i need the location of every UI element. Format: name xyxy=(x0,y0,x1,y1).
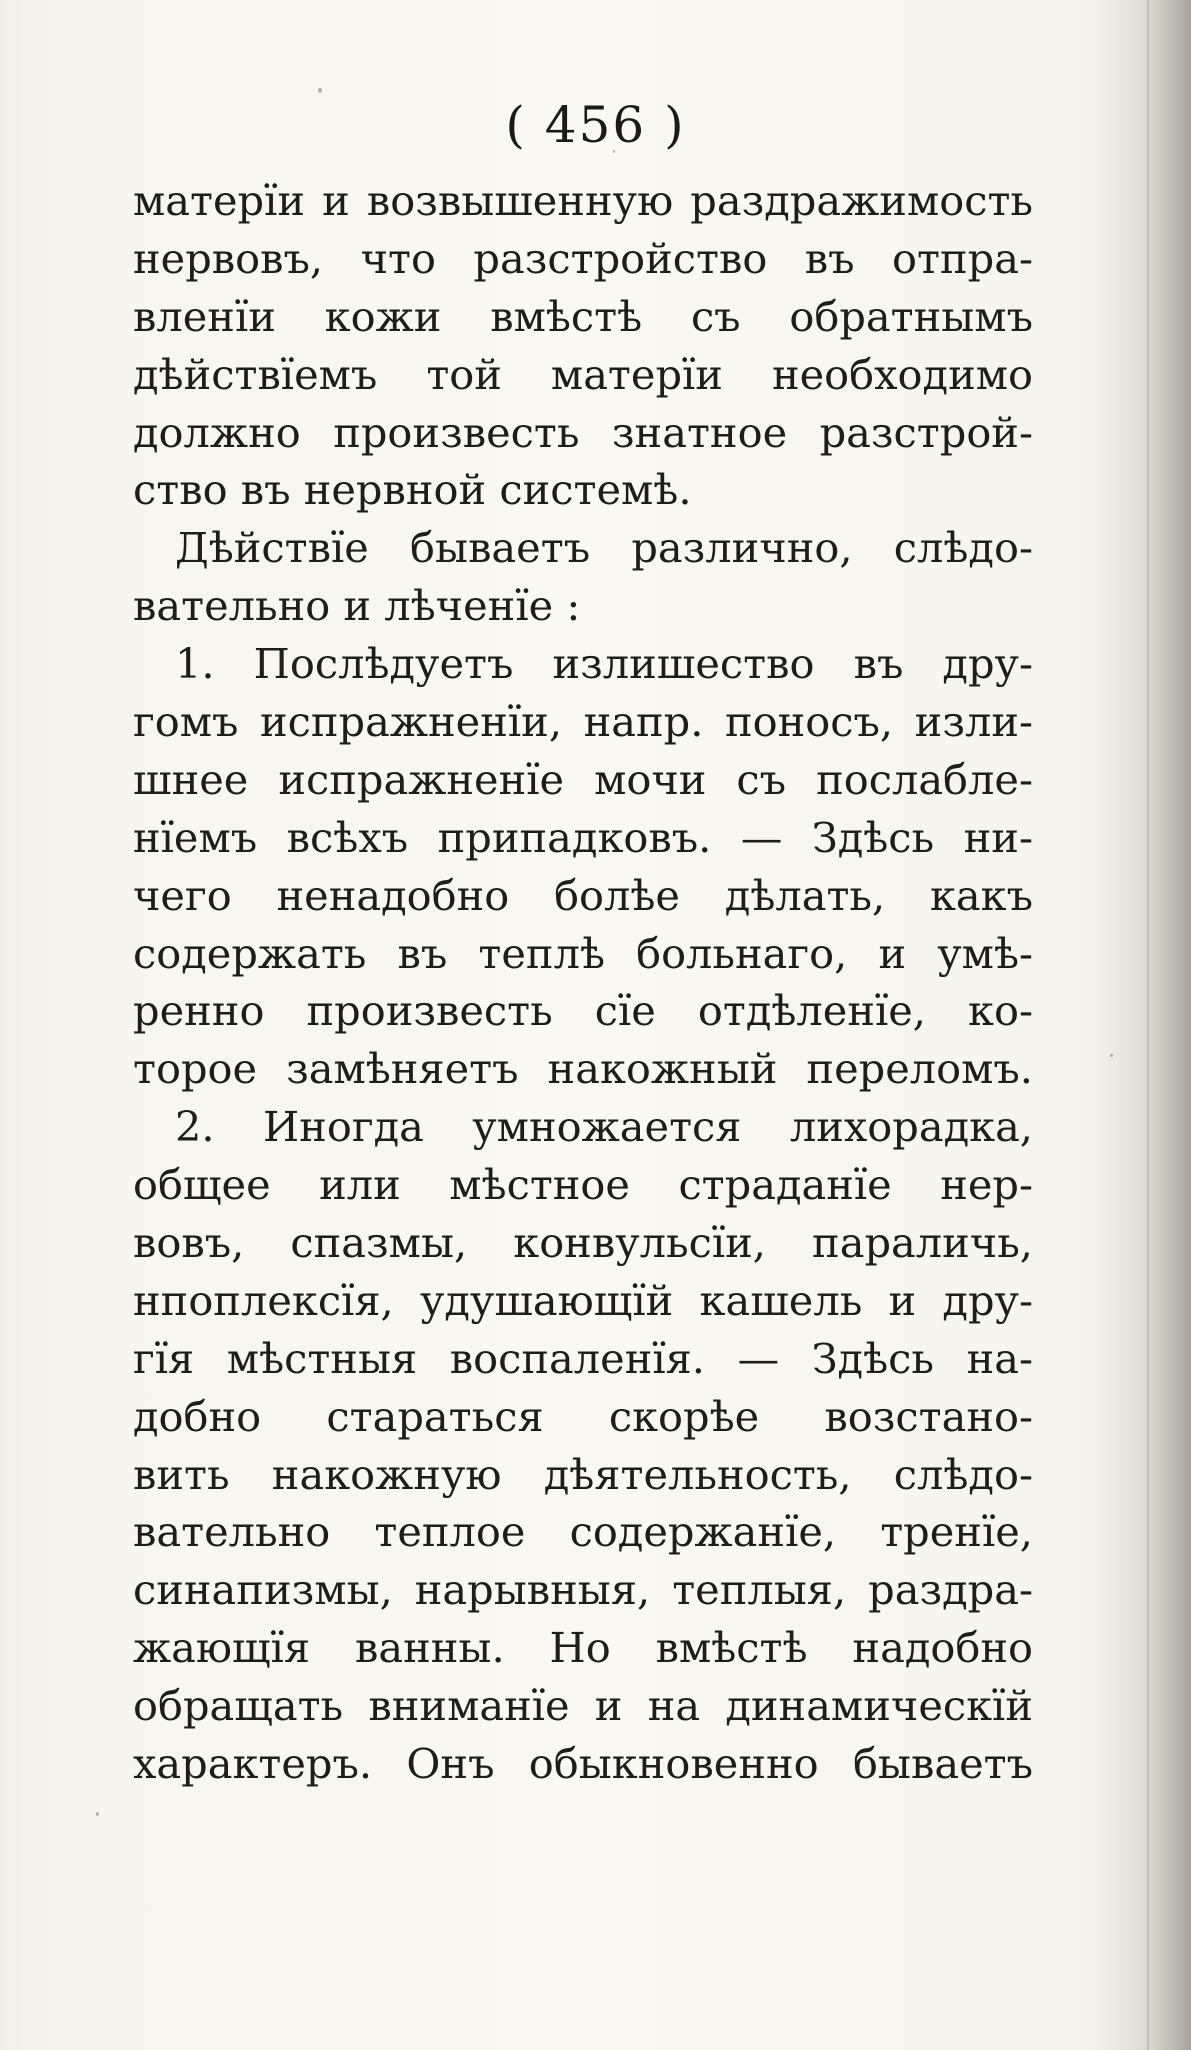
text-line: синапизмы, нарывныя, теплыя, раздра- xyxy=(133,1565,1033,1615)
text-line: гомъ испражненїи, напр. поносъ, изли- xyxy=(133,697,1033,747)
text-line: ренно произвесть сїе отдѣленїе, ко- xyxy=(133,986,1033,1036)
text-line: ство въ нервной системѣ. xyxy=(133,465,692,515)
numbered-item-2-line: 2. Иногда умножается лихорадка, xyxy=(175,1102,1033,1152)
text-line: шнее испражненїе мочи съ послабле- xyxy=(133,754,1033,804)
spine-edge xyxy=(1147,0,1149,2050)
text-line: нервовъ, что разстройство въ отпра- xyxy=(133,233,1033,283)
text-line: дѣйствїемъ той матерїи необходимо xyxy=(133,349,1033,399)
text-line: общее или мѣстное страданїе нер- xyxy=(133,1160,1033,1210)
text-line: матерїи и возвышенную раздражимость xyxy=(133,176,1033,225)
paper-speck xyxy=(318,88,322,93)
text-line: вательно теплое содержанїе, тренїе, xyxy=(133,1507,1033,1557)
text-line: нпоплексїя, удушающїй кашель и дру- xyxy=(133,1275,1033,1325)
paper-speck xyxy=(1110,1054,1113,1057)
numbered-item-1-line: 1. Послѣдуетъ излишество въ дру- xyxy=(175,639,1033,689)
page-number: ( 456 ) xyxy=(505,96,686,154)
text-line: вить накожную дѣятельность, слѣдо- xyxy=(133,1449,1033,1499)
text-line: вовъ, спазмы, конвульсїи, параличь, xyxy=(133,1218,1033,1268)
text-line: жающїя ванны. Но вмѣстѣ надобно xyxy=(133,1623,1033,1673)
text-line: вленїи кожи вмѣстѣ съ обратнымъ xyxy=(133,291,1033,341)
text-line: характеръ. Онъ обыкновенно бываетъ xyxy=(133,1739,1033,1789)
text-line: обращать вниманїе и на динамическїй xyxy=(133,1681,1033,1731)
text-line: торое замѣняетъ накожный переломъ. xyxy=(133,1044,1033,1094)
text-line: должно произвесть знатное разстрой- xyxy=(133,407,1033,457)
text-line: содержать въ теплѣ больнаго, и умѣ- xyxy=(133,928,1033,978)
text-line: вательно и лѣченїе : xyxy=(133,581,581,631)
text-line: нїемъ всѣхъ припадковъ. — Здѣсь ни- xyxy=(133,812,1033,862)
paragraph-start-line: Дѣйствїе бываетъ различно, слѣдо- xyxy=(175,523,1033,573)
spine-shadow xyxy=(1101,0,1191,2050)
text-line: чего ненадобно болѣе дѣлать, какъ xyxy=(133,870,1033,920)
paper-speck xyxy=(96,1812,99,1816)
text-line: гїя мѣстныя воспаленїя. — Здѣсь на- xyxy=(133,1333,1033,1383)
text-line: добно стараться скорѣе возстано- xyxy=(133,1391,1033,1441)
body-text xyxy=(133,172,1033,1793)
